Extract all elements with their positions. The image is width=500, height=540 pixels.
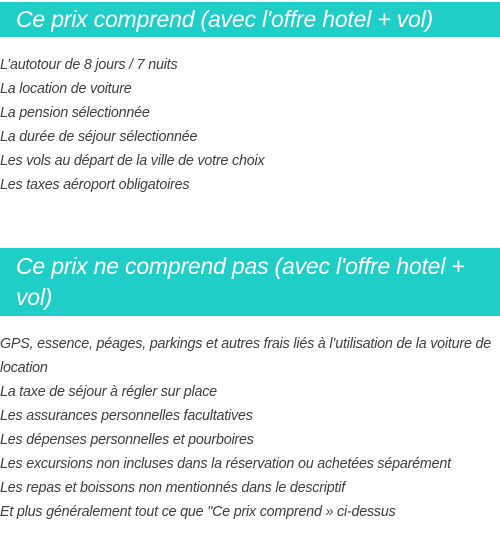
excluded-item-general: Et plus généralement tout ce que "Ce prix comprend » ci-dessus (0, 504, 396, 520)
excluded-item-excursions: Les excursions non incluses dans la réservation ou achetées séparément (0, 456, 451, 472)
included-item-airport-taxes: Les taxes aéroport obligatoires (0, 177, 190, 193)
included-items-list (0, 53, 500, 197)
included-item-tour: L’autotour de 8 jours / 7 nuits (0, 57, 178, 73)
excluded-item-meals: Les repas et boissons non mentionnés dans le descriptif (0, 480, 346, 496)
included-item-stay-duration: La durée de séjour sélectionnée (0, 129, 198, 145)
included-section-title: Ce prix comprend (avec l'offre hotel + vol) (0, 2, 500, 37)
included-item-board: La pension sélectionnée (0, 105, 150, 121)
excluded-items-list (0, 332, 500, 524)
included-item-car-rental: La location de voiture (0, 81, 132, 97)
excluded-item-personal-expenses: Les dépenses personnelles et pourboires (0, 432, 254, 448)
excluded-section-title: Ce prix ne comprend pas (avec l'offre hotel + vol) (0, 248, 500, 316)
included-item-flights: Les vols au départ de la ville de votre choix (0, 153, 265, 169)
excluded-item-car-costs: GPS, essence, péages, parkings et autres frais liés à l’utilisation de la voiture de location (0, 336, 492, 376)
excluded-item-tourist-tax: La taxe de séjour à régler sur place (0, 384, 217, 400)
excluded-item-insurance: Les assurances personnelles facultatives (0, 408, 253, 424)
